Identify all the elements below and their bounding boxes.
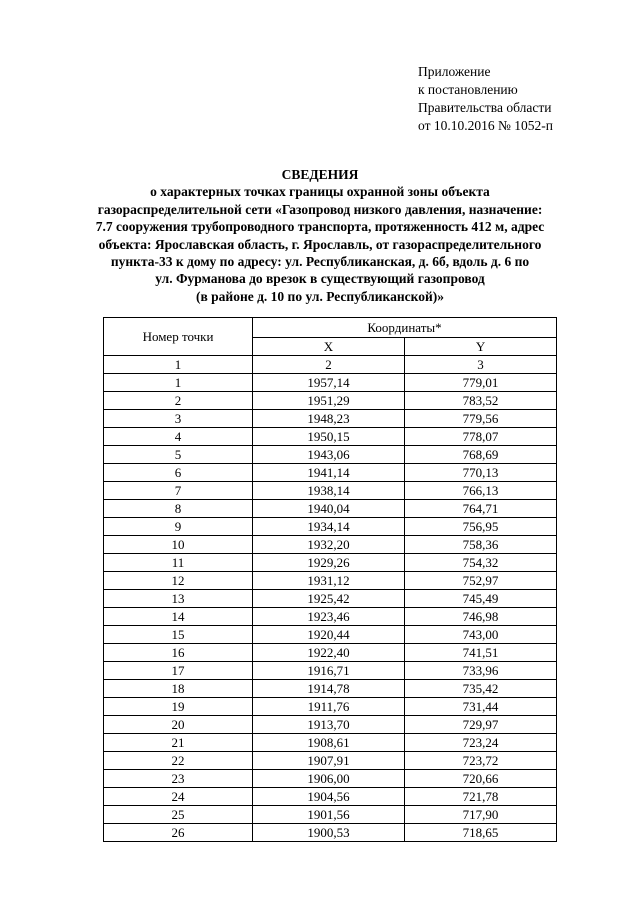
document-heading bbox=[60, 166, 580, 305]
y-cell: 741,51 bbox=[405, 644, 557, 662]
x-cell: 1908,61 bbox=[253, 734, 405, 752]
point-number-cell: 11 bbox=[104, 554, 253, 572]
document-title: СВЕДЕНИЯ bbox=[281, 167, 359, 182]
x-cell: 1940,04 bbox=[253, 500, 405, 518]
appendix-line: от 10.10.2016 № 1052-п bbox=[418, 118, 553, 133]
point-number-cell: 19 bbox=[104, 698, 253, 716]
x-cell: 1938,14 bbox=[253, 482, 405, 500]
point-number-cell: 5 bbox=[104, 446, 253, 464]
y-cell: 718,65 bbox=[405, 824, 557, 842]
y-cell: 783,52 bbox=[405, 392, 557, 410]
x-cell: 1925,42 bbox=[253, 590, 405, 608]
table-row bbox=[104, 824, 557, 842]
heading-line: (в районе д. 10 по ул. Республиканской)» bbox=[196, 288, 444, 304]
table-row bbox=[104, 644, 557, 662]
table-row bbox=[104, 482, 557, 500]
x-cell: 1932,20 bbox=[253, 536, 405, 554]
table-row bbox=[104, 806, 557, 824]
point-number-cell: 4 bbox=[104, 428, 253, 446]
x-cell: 1929,26 bbox=[253, 554, 405, 572]
point-number-cell: 2 bbox=[104, 392, 253, 410]
y-cell: 768,69 bbox=[405, 446, 557, 464]
point-number-cell: 21 bbox=[104, 734, 253, 752]
point-number-cell: 3 bbox=[104, 410, 253, 428]
table-row bbox=[104, 698, 557, 716]
point-number-cell: 10 bbox=[104, 536, 253, 554]
x-cell: 1907,91 bbox=[253, 752, 405, 770]
table-row bbox=[104, 464, 557, 482]
point-number-cell: 16 bbox=[104, 644, 253, 662]
y-cell: 779,01 bbox=[405, 374, 557, 392]
point-number-cell: 1 bbox=[104, 374, 253, 392]
heading-line: пункта-33 к дому по адресу: ул. Республиканская, д. 6б, вдоль д. 6 по bbox=[110, 254, 530, 270]
table-row bbox=[104, 554, 557, 572]
y-cell: 758,36 bbox=[405, 536, 557, 554]
point-number-cell: 13 bbox=[104, 590, 253, 608]
point-number-cell: 15 bbox=[104, 626, 253, 644]
header-x: X bbox=[253, 338, 405, 356]
table-row bbox=[104, 608, 557, 626]
y-cell: 778,07 bbox=[405, 428, 557, 446]
y-cell: 735,42 bbox=[405, 680, 557, 698]
y-cell: 745,49 bbox=[405, 590, 557, 608]
table-row bbox=[104, 590, 557, 608]
y-cell: 770,13 bbox=[405, 464, 557, 482]
heading-line: о характерных точках границы охранной зоны объекта bbox=[150, 184, 490, 200]
point-number-cell: 24 bbox=[104, 788, 253, 806]
table-row bbox=[104, 572, 557, 590]
header-point-number: Номер точки bbox=[104, 318, 253, 356]
y-cell: 729,97 bbox=[405, 716, 557, 734]
y-cell: 766,13 bbox=[405, 482, 557, 500]
header-coordinates: Координаты* bbox=[253, 318, 557, 338]
x-cell: 1957,14 bbox=[253, 374, 405, 392]
point-number-cell: 14 bbox=[104, 608, 253, 626]
y-cell: 779,56 bbox=[405, 410, 557, 428]
point-number-cell: 12 bbox=[104, 572, 253, 590]
column-number-row bbox=[104, 356, 557, 374]
heading-line: объекта: Ярославская область, г. Ярославль, от газораспределительного bbox=[98, 236, 542, 252]
x-cell: 1951,29 bbox=[253, 392, 405, 410]
x-cell: 1943,06 bbox=[253, 446, 405, 464]
x-cell: 1948,23 bbox=[253, 410, 405, 428]
appendix-note bbox=[418, 63, 553, 135]
x-cell: 1901,56 bbox=[253, 806, 405, 824]
heading-line: ул. Фурманова до врезок в существующий газопровод bbox=[155, 271, 485, 287]
x-cell: 1911,76 bbox=[253, 698, 405, 716]
y-cell: 717,90 bbox=[405, 806, 557, 824]
table-row bbox=[104, 680, 557, 698]
table-row bbox=[104, 626, 557, 644]
x-cell: 1904,56 bbox=[253, 788, 405, 806]
y-cell: 764,71 bbox=[405, 500, 557, 518]
x-cell: 1934,14 bbox=[253, 518, 405, 536]
point-number-cell: 9 bbox=[104, 518, 253, 536]
table-row bbox=[104, 716, 557, 734]
y-cell: 723,24 bbox=[405, 734, 557, 752]
x-cell: 1913,70 bbox=[253, 716, 405, 734]
table-row bbox=[104, 392, 557, 410]
table-row bbox=[104, 788, 557, 806]
header-y: Y bbox=[405, 338, 557, 356]
x-cell: 1950,15 bbox=[253, 428, 405, 446]
point-number-cell: 22 bbox=[104, 752, 253, 770]
table-row bbox=[104, 662, 557, 680]
table-row bbox=[104, 752, 557, 770]
column-number: 1 bbox=[104, 356, 253, 374]
x-cell: 1931,12 bbox=[253, 572, 405, 590]
x-cell: 1900,53 bbox=[253, 824, 405, 842]
y-cell: 723,72 bbox=[405, 752, 557, 770]
heading-line: 7.7 сооружения трубопроводного транспорта, протяженность 412 м, адрес bbox=[95, 219, 545, 235]
heading-line: газораспределительной сети «Газопровод низкого давления, назначение: bbox=[97, 201, 543, 217]
table-row bbox=[104, 734, 557, 752]
appendix-line: к постановлению bbox=[418, 82, 518, 97]
appendix-line: Правительства области bbox=[418, 100, 552, 115]
point-number-cell: 25 bbox=[104, 806, 253, 824]
y-cell: 752,97 bbox=[405, 572, 557, 590]
point-number-cell: 6 bbox=[104, 464, 253, 482]
point-number-cell: 8 bbox=[104, 500, 253, 518]
table-row bbox=[104, 500, 557, 518]
table-row bbox=[104, 446, 557, 464]
table-row bbox=[104, 518, 557, 536]
point-number-cell: 20 bbox=[104, 716, 253, 734]
x-cell: 1920,44 bbox=[253, 626, 405, 644]
y-cell: 731,44 bbox=[405, 698, 557, 716]
y-cell: 743,00 bbox=[405, 626, 557, 644]
appendix-line: Приложение bbox=[418, 64, 491, 79]
y-cell: 754,32 bbox=[405, 554, 557, 572]
coordinates-table bbox=[103, 317, 557, 842]
table-row bbox=[104, 428, 557, 446]
y-cell: 733,96 bbox=[405, 662, 557, 680]
point-number-cell: 26 bbox=[104, 824, 253, 842]
header-row bbox=[104, 318, 557, 338]
y-cell: 720,66 bbox=[405, 770, 557, 788]
x-cell: 1922,40 bbox=[253, 644, 405, 662]
table-row bbox=[104, 536, 557, 554]
table-row bbox=[104, 770, 557, 788]
coordinates-table-body bbox=[104, 318, 557, 842]
point-number-cell: 23 bbox=[104, 770, 253, 788]
y-cell: 756,95 bbox=[405, 518, 557, 536]
x-cell: 1916,71 bbox=[253, 662, 405, 680]
point-number-cell: 18 bbox=[104, 680, 253, 698]
y-cell: 721,78 bbox=[405, 788, 557, 806]
column-number: 3 bbox=[405, 356, 557, 374]
table-row bbox=[104, 410, 557, 428]
column-number: 2 bbox=[253, 356, 405, 374]
x-cell: 1914,78 bbox=[253, 680, 405, 698]
point-number-cell: 7 bbox=[104, 482, 253, 500]
table-row bbox=[104, 374, 557, 392]
x-cell: 1906,00 bbox=[253, 770, 405, 788]
x-cell: 1923,46 bbox=[253, 608, 405, 626]
y-cell: 746,98 bbox=[405, 608, 557, 626]
x-cell: 1941,14 bbox=[253, 464, 405, 482]
point-number-cell: 17 bbox=[104, 662, 253, 680]
